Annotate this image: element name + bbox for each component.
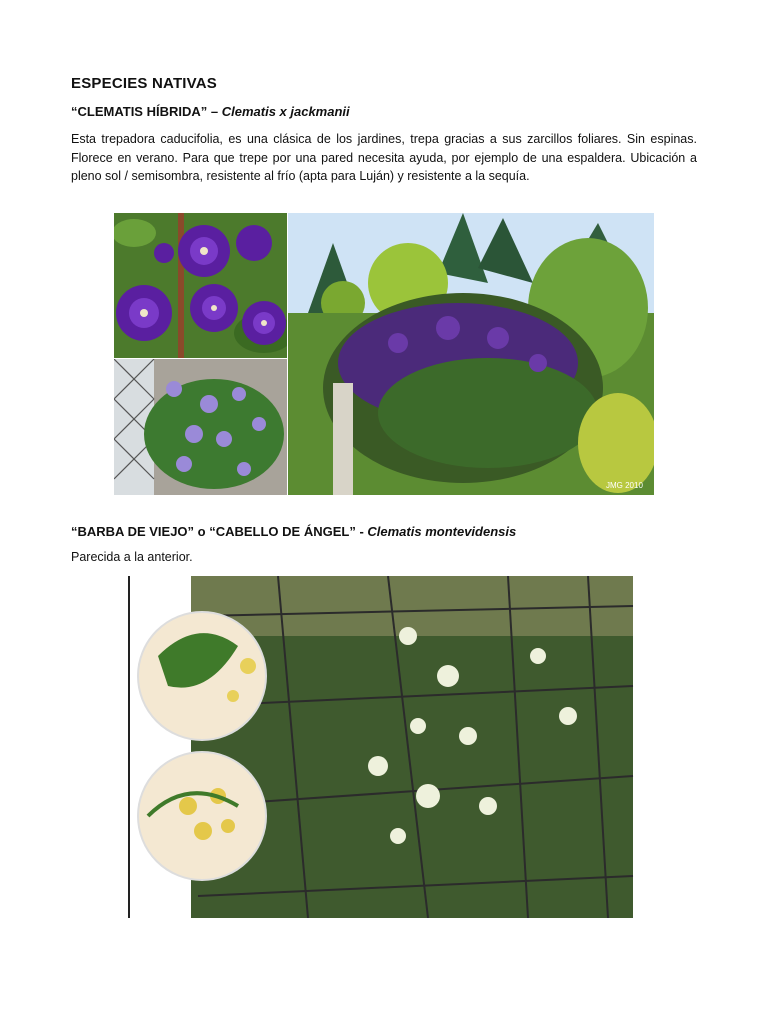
clematis-garden-photo — [288, 213, 654, 495]
species-common-name: “CLEMATIS HÍBRIDA” — [71, 104, 208, 119]
photo-caption: JMG 2010 — [606, 481, 643, 490]
section-title: ESPECIES NATIVAS — [71, 75, 218, 92]
species-description-2: Parecida a la anterior. — [71, 550, 193, 564]
species-scientific-name: Clematis x jackmanii — [221, 104, 350, 119]
species-scientific-name: Clematis montevidensis — [367, 524, 517, 539]
clematis-purple-closeup-photo — [114, 213, 287, 358]
clematis-montevidensis-photo — [128, 576, 640, 918]
species-common-name: “BARBA DE VIEJO” o “CABELLO DE ÁNGEL” — [71, 524, 356, 539]
species-heading-1: “CLEMATIS HÍBRIDA” – Clematis x jackmanii — [71, 104, 350, 119]
species-heading-2: “BARBA DE VIEJO” o “CABELLO DE ÁNGEL” - Clematis montevidensis — [71, 524, 517, 539]
species-description-1: Esta trepadora caducifolia, es una clásica de los jardines, trepa gracias a sus zarcillos foliares. Sin espinas. Florece en verano. Para que trepe por una pared necesita ayuda, por ejemplo de una espaldera. Ubicación a pleno sol / semisombra, resistente al frío (apta para Luján) y resistente a la sequía. — [71, 132, 697, 183]
clematis-lavender-fence-photo — [114, 359, 287, 495]
